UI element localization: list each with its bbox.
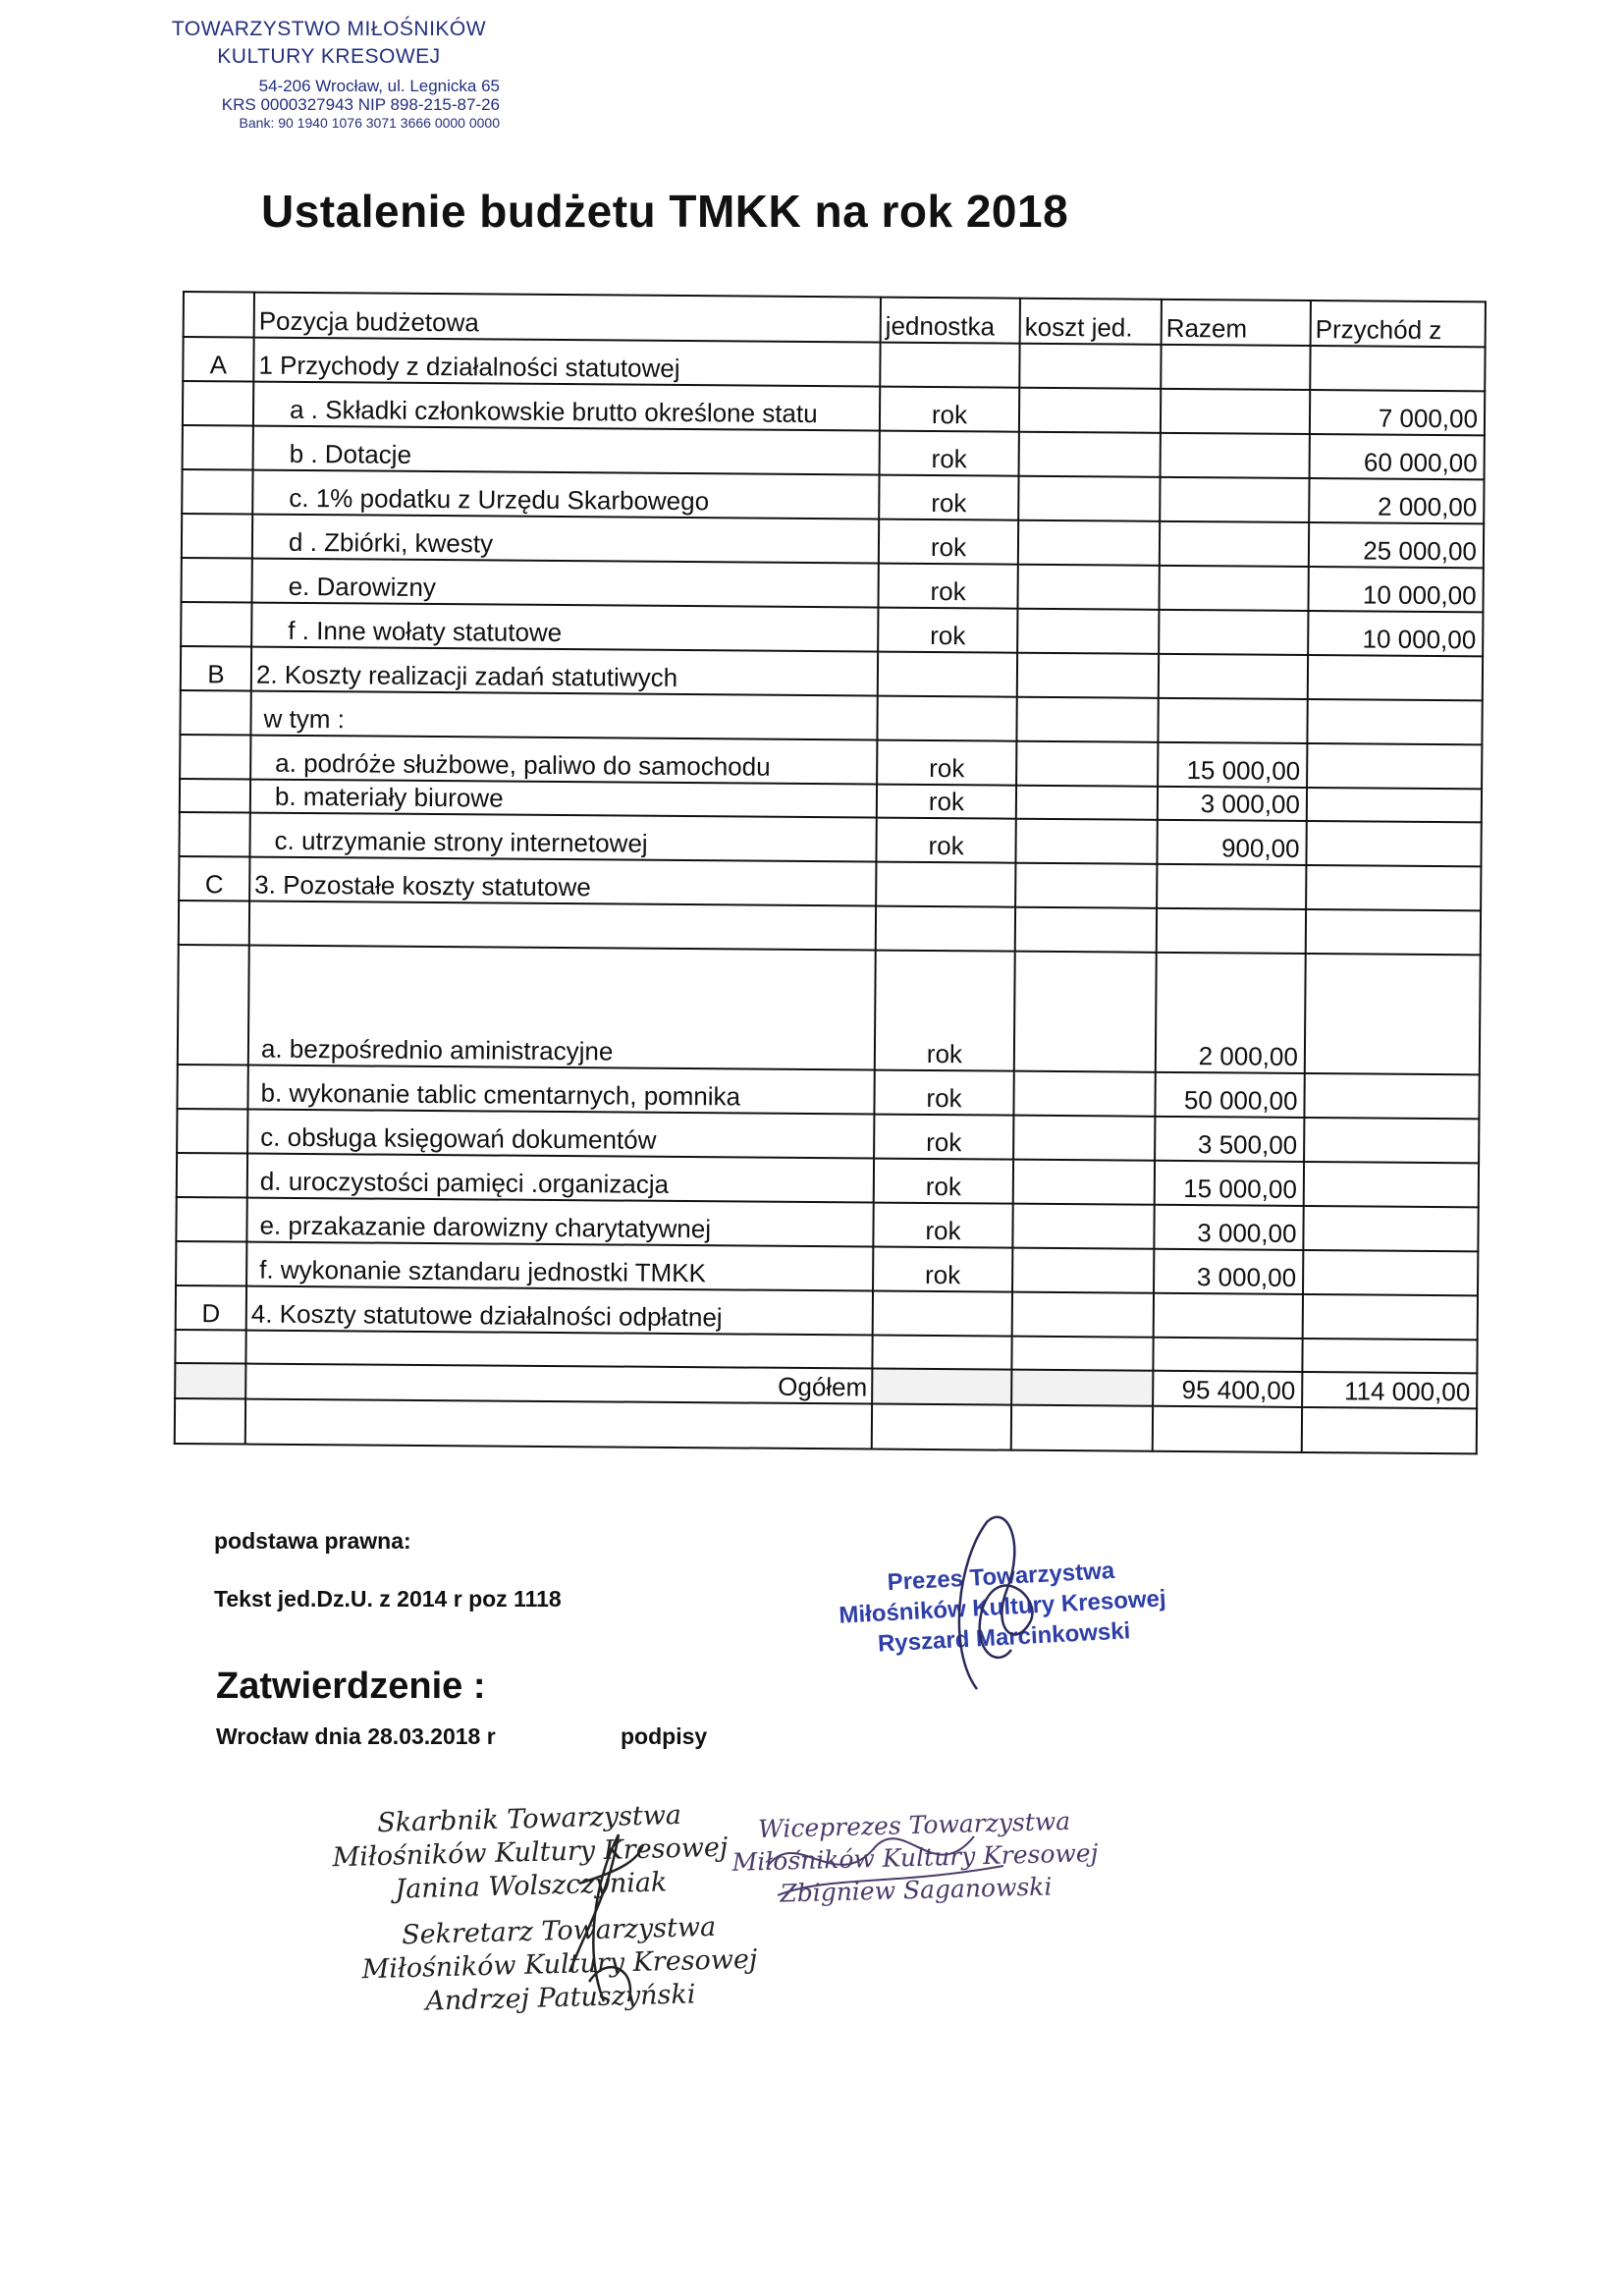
row-income: 10 000,00 xyxy=(1308,611,1483,656)
header-income: Przychód z xyxy=(1311,301,1486,347)
row-label: a. bezpośrednio aministracyjne xyxy=(248,946,876,1070)
stamp-line-3: 54-206 Wrocław, ul. Legnicka 65 xyxy=(258,77,500,95)
row-total: 50 000,00 xyxy=(1155,1072,1304,1118)
signatures-label: podpisy xyxy=(621,1723,708,1749)
president-signature xyxy=(938,1503,1046,1699)
summary-total: 95 400,00 xyxy=(1153,1371,1302,1407)
president-stamp-line-2: Miłośników Kultury Kresowej xyxy=(838,1585,1167,1629)
header-unit-cost: koszt jed. xyxy=(1020,299,1162,345)
treasurer-line-1: Skarbnik Towarzystwa xyxy=(376,1799,682,1839)
row-unit: rok xyxy=(878,608,1017,653)
row-income: 7 000,00 xyxy=(1310,390,1485,435)
row-unit: rok xyxy=(877,785,1016,819)
budget-table xyxy=(174,291,1487,1454)
row-label: a. podróże służbowe, paliwo do samochodu xyxy=(250,736,877,785)
stamp-line-4: KRS 0000327943 NIP 898-215-87-26 xyxy=(221,95,500,114)
row-total: 3 000,00 xyxy=(1154,1249,1303,1294)
header-unit: jednostka xyxy=(881,298,1020,344)
row-unit: rok xyxy=(875,951,1015,1071)
row-income: 10 000,00 xyxy=(1308,567,1483,612)
stamp-line-2: KULTURY KRESOWEJ xyxy=(217,45,441,68)
vicepresident-line-2: Miłośników Kultury Kresowej xyxy=(731,1838,1099,1877)
row-label: b . Dotacje xyxy=(253,426,880,475)
header-position: Pozycja budżetowa xyxy=(254,293,881,343)
page-title: Ustalenie budżetu TMKK na rok 2018 xyxy=(261,186,1069,237)
row-total: 3 000,00 xyxy=(1154,1205,1303,1250)
section-title: 4. Koszty statutowe działalności odpłatnej xyxy=(246,1286,873,1336)
vicepresident-line-3: Zbigniew Saganowski xyxy=(779,1872,1053,1908)
secretary-line-1: Sekretarz Towarzystwa xyxy=(401,1911,717,1951)
table-row xyxy=(178,945,1481,1074)
row-unit: rok xyxy=(874,1070,1013,1116)
treasurer-signature-stamp xyxy=(323,1798,738,1909)
vicepresident-signature xyxy=(758,1807,1013,1915)
row-label: e. Darowizny xyxy=(252,559,879,608)
header-total: Razem xyxy=(1162,300,1311,346)
stamp-line-5: Bank: 90 1940 1076 3071 3666 0000 0000 xyxy=(239,115,500,131)
row-label: c. utrzymanie strony internetowej xyxy=(249,813,876,862)
treasurer-signature xyxy=(550,1805,658,2011)
section-letter: D xyxy=(176,1285,246,1331)
summary-income: 114 000,00 xyxy=(1302,1372,1477,1408)
organization-stamp xyxy=(142,18,515,133)
row-label: c. 1% podatku z Urzędu Skarbowego xyxy=(252,470,879,519)
secretary-line-3: Andrzej Patuszyński xyxy=(424,1979,696,2017)
row-total: 2 000,00 xyxy=(1156,953,1306,1073)
row-total: 3 500,00 xyxy=(1155,1117,1304,1162)
row-unit: rok xyxy=(879,475,1018,520)
row-unit: rok xyxy=(874,1159,1013,1204)
summary-label: Ogółem xyxy=(245,1364,872,1404)
row-unit: rok xyxy=(873,1247,1012,1292)
president-stamp-line-3: Ryszard Marcinkowski xyxy=(877,1617,1131,1658)
section-letter: C xyxy=(179,856,249,902)
row-unit: rok xyxy=(876,818,1015,863)
row-label: d . Zbiórki, kwesty xyxy=(252,515,879,564)
row-label: d. uroczystości pamięci .organizacja xyxy=(247,1154,874,1203)
section-title: 1 Przychody z działalności statutowej xyxy=(253,338,880,387)
header-letter-cell xyxy=(184,292,254,338)
treasurer-line-3: Janina Wolszczyniak xyxy=(395,1867,668,1905)
row-unit: rok xyxy=(874,1115,1013,1160)
empty-row xyxy=(175,1398,1477,1453)
row-label: f. wykonanie sztandaru jednostki TMKK xyxy=(246,1242,873,1291)
row-total: 900,00 xyxy=(1157,820,1306,865)
row-label: e. przakazanie darowizny charytatywnej xyxy=(246,1198,873,1247)
row-total: 15 000,00 xyxy=(1158,742,1307,788)
row-income: 2 000,00 xyxy=(1309,478,1484,523)
section-title: 2. Koszty realizacji zadań statutiwych xyxy=(251,647,878,696)
row-unit: rok xyxy=(873,1203,1012,1248)
row-total: 15 000,00 xyxy=(1155,1161,1304,1206)
section-title: 3. Pozostałe koszty statutowe xyxy=(249,857,876,906)
row-unit: rok xyxy=(880,387,1019,432)
secretary-line-2: Miłośników Kultury Kresowej xyxy=(361,1943,758,1986)
stamp-line-1: TOWARZYSTWO MIŁOŚNIKÓW xyxy=(171,18,487,40)
row-unit: rok xyxy=(877,740,1016,786)
row-total: 3 000,00 xyxy=(1158,787,1307,821)
row-unit: rok xyxy=(878,564,1017,609)
row-label: a . Składki członkowskie brutto określone statu xyxy=(253,382,880,431)
vicepresident-line-1: Wiceprezes Towarzystwa xyxy=(757,1806,1071,1844)
row-label: c. obsługa księgowań dokumentów xyxy=(247,1110,874,1159)
row-label: b. materiały biurowe xyxy=(250,780,877,818)
row-income: 25 000,00 xyxy=(1309,522,1484,568)
subheader-label: w tym : xyxy=(250,691,877,740)
row-label: f . Inne wołaty statutowe xyxy=(251,603,878,652)
legal-basis-text: Tekst jed.Dz.U. z 2014 r poz 1118 xyxy=(214,1586,562,1612)
legal-basis-label: podstawa prawna: xyxy=(214,1528,411,1554)
president-stamp-line-1: Prezes Towarzystwa xyxy=(887,1557,1115,1597)
row-label: b. wykonanie tablic cmentarnych, pomnika xyxy=(247,1066,874,1115)
row-income: 60 000,00 xyxy=(1310,434,1485,479)
row-unit: rok xyxy=(879,519,1018,565)
section-letter: B xyxy=(181,646,251,691)
treasurer-line-2: Miłośników Kultury Kresowej xyxy=(332,1831,729,1874)
row-unit: rok xyxy=(880,431,1019,476)
approval-heading: Zatwierdzenie : xyxy=(216,1666,486,1707)
section-letter: A xyxy=(183,337,253,382)
approval-place-date: Wrocław dnia 28.03.2018 r xyxy=(216,1723,496,1749)
